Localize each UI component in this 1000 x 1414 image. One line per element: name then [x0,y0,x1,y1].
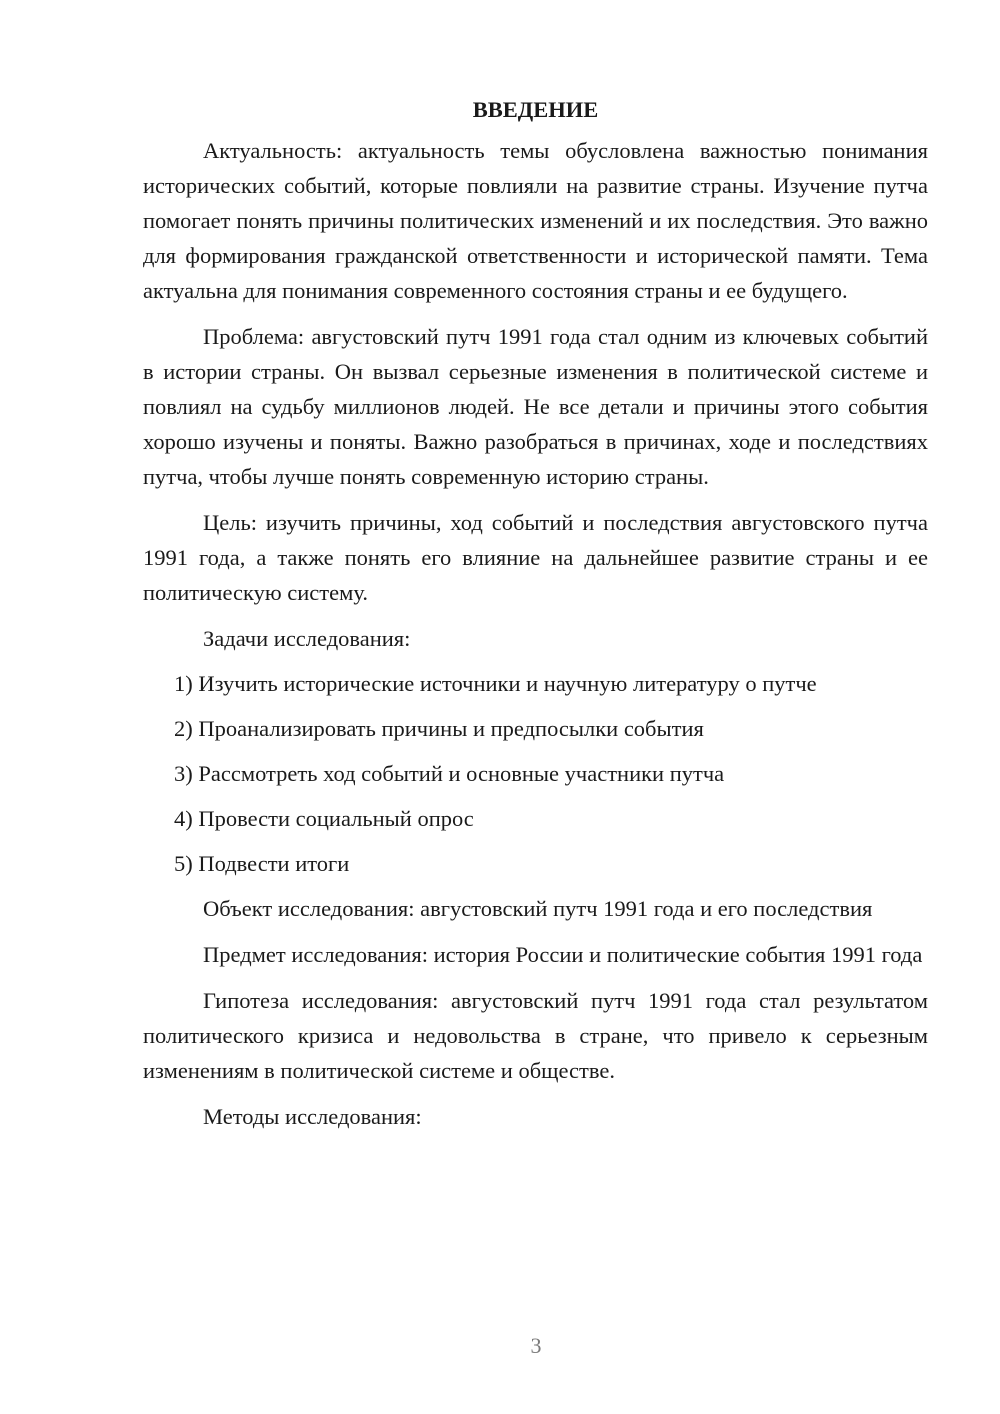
goal-paragraph: Цель: изучить причины, ход событий и последствия августовского путча 1991 года, а также понять его влияние на дальнейшее развитие страны и ее политическую систему. [143,510,928,605]
hypothesis-paragraph: Гипотеза исследования: августовский путч 1991 года стал результатом политического кризиса и недовольства в стране, что привело к серьезным изменениям в политической системе и обществе. [143,988,928,1083]
methods-heading: Методы исследования: [203,1104,422,1129]
list-item: 2) Проанализировать причины и предпосылки события [174,716,704,741]
section-title: ВВЕДЕНИЕ [472,97,599,122]
subject-paragraph: Предмет исследования: история России и политические события 1991 года [203,942,923,967]
list-item: 1) Изучить исторические источники и научную литературу о путче [174,671,817,696]
page-number: 3 [530,1333,542,1358]
problem-paragraph: Проблема: августовский путч 1991 года стал одним из ключевых событий в истории страны. Он вызвал серьезные изменения в политической системе и повлиял на судьбу миллионов людей. Не все детали и причины этого события хорошо изучены и поняты. Важно разобраться в причинах, ходе и последствиях путча, чтобы лучше понять современную историю страны. [143,324,928,489]
tasks-heading: Задачи исследования: [203,626,411,651]
object-paragraph: Объект исследования: августовский путч 1991 года и его последствия [203,896,873,921]
list-item: 4) Провести социальный опрос [174,806,474,831]
list-item: 3) Рассмотреть ход событий и основные участники путча [174,761,725,786]
relevance-paragraph: Актуальность: актуальность темы обусловлена важностью понимания исторических событий, которые повлияли на развитие страны. Изучение путча помогает понять причины политических изменений и их последствия. Это важно для формирования гражданской ответственности и исторической памяти. Тема актуальна для понимания современного состояния страны и ее будущего. [143,138,928,303]
list-item: 5) Подвести итоги [174,851,350,876]
tasks-list [143,666,928,881]
document-page [143,92,928,1145]
